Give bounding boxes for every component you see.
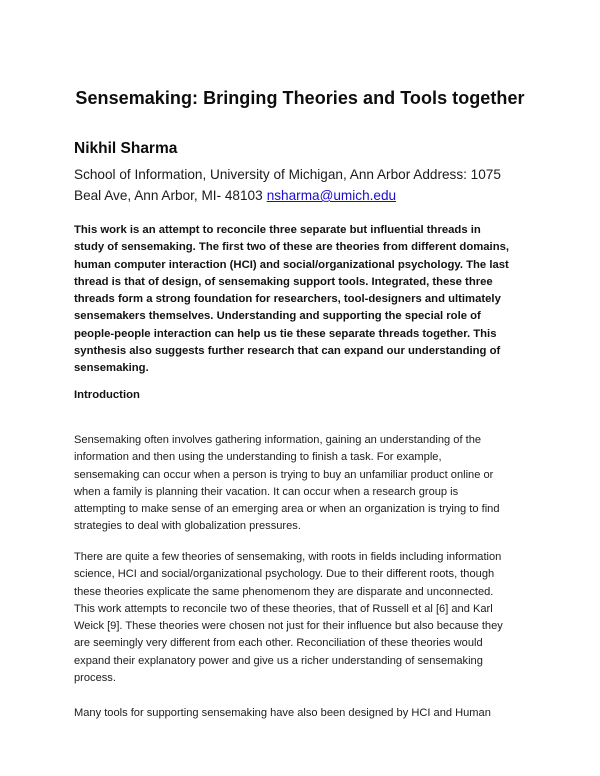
abstract-line: people-people interaction can help us tie these separate threads together. This bbox=[74, 327, 497, 340]
address-text: Beal Ave, Ann Arbor, MI- 48103 bbox=[74, 188, 263, 203]
paper-title: Sensemaking: Bringing Theories and Tools together bbox=[75, 88, 525, 108]
paragraph-line: Many tools for supporting sensemaking have also been designed by HCI and Human bbox=[74, 707, 491, 719]
abstract-line: sensemakers themselves. Understanding and supporting the special role of bbox=[74, 310, 481, 323]
body-paragraph bbox=[74, 432, 534, 536]
paragraph-line: information and then using the understanding to finish a task. For example, bbox=[74, 451, 442, 464]
author-name: Nikhil Sharma bbox=[74, 140, 178, 157]
paragraph-line: process. bbox=[74, 672, 116, 685]
abstract-line: synthesis also suggests further research that can expand our understanding of bbox=[74, 345, 501, 358]
abstract-line: study of sensemaking. The first two of these are theories from different domains, bbox=[74, 241, 510, 254]
affiliation-line: School of Information, University of Michigan, Ann Arbor Address: 1075 bbox=[74, 167, 501, 182]
section-heading-introduction: Introduction bbox=[74, 389, 140, 401]
paragraph-line: strategies to deal with globalization pressures. bbox=[74, 520, 301, 533]
paragraph-line: This work attempts to reconcile two of these theories, that of Russell et al [6] and Karl bbox=[74, 602, 493, 615]
abstract-line: human computer interaction (HCI) and social/organizational psychology. The last bbox=[74, 258, 509, 271]
abstract-line: thread is that of design, of sensemaking support tools. Integrated, these three bbox=[74, 275, 493, 288]
paragraph-line: Weick [9]. These theories were chosen not just for their influence but also because they bbox=[74, 620, 503, 633]
paragraph-line: when a family is planning their vacation. It can occur when a research group is bbox=[74, 485, 459, 498]
paragraph-line: are seemingly very different from each other. Reconciliation of these theories would bbox=[74, 637, 483, 650]
paragraph-line: attempting to make sense of an emerging area or when an organization is trying to find bbox=[74, 503, 500, 516]
author-affiliation bbox=[74, 164, 544, 206]
abstract bbox=[74, 222, 534, 378]
body-paragraph bbox=[74, 549, 534, 687]
body-paragraph bbox=[74, 705, 534, 722]
abstract-line: sensemaking. bbox=[74, 362, 149, 375]
paragraph-line: expand their explanatory power and give us a richer understanding of sensemaking bbox=[74, 654, 483, 667]
paragraph-line: sensemaking can occur when a person is trying to buy an unfamiliar product online or bbox=[74, 468, 494, 481]
author-email-link[interactable]: nsharma@umich.edu bbox=[266, 188, 397, 203]
abstract-line: This work is an attempt to reconcile three separate but influential threads in bbox=[74, 224, 481, 236]
abstract-line: threads form a strong foundation for researchers, tool-designers and ultimately bbox=[74, 293, 501, 306]
paragraph-line: these theories explicate the same phenomenom they are disparate and unconnected. bbox=[74, 585, 494, 598]
paragraph-line: Sensemaking often involves gathering information, gaining an understanding of the bbox=[74, 434, 482, 446]
affiliation-line bbox=[74, 185, 544, 206]
paragraph-line: science, HCI and social/organizational psychology. Due to their different roots, though bbox=[74, 568, 495, 581]
author-block bbox=[74, 140, 544, 206]
paragraph-line: There are quite a few theories of sensemaking, with roots in fields including information bbox=[74, 551, 502, 563]
